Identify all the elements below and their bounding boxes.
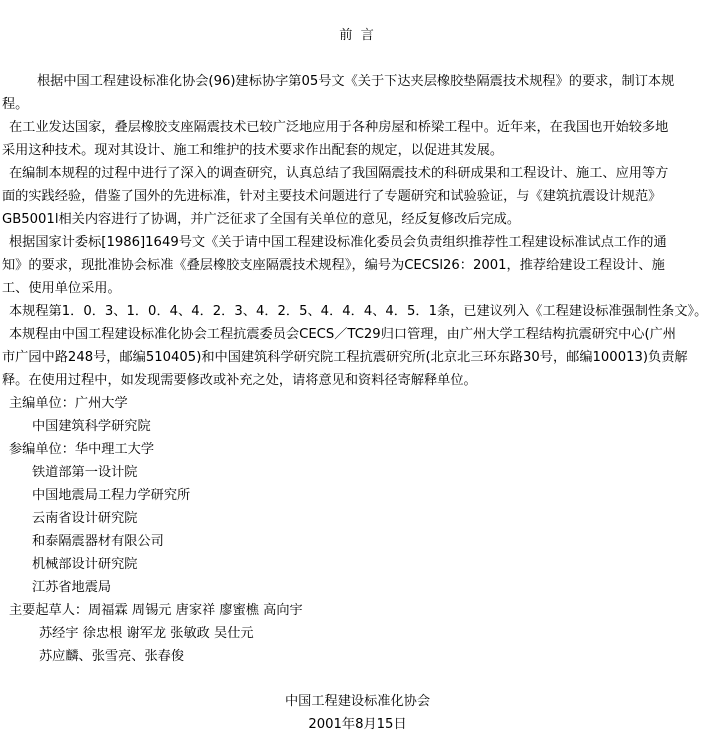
drafter-names: 苏应麟、张雪亮、张春俊 xyxy=(39,649,185,664)
participant-org: 和泰隔震器材有限公司 xyxy=(32,534,164,549)
chief-editor-label: 主编单位：广州大学 xyxy=(9,396,128,411)
paragraph-line: 知》的要求，现批准协会标准《叠层橡胶支座隔震技术规程》，编号为CECSl26：2001，推荐给建设工程设计、施 xyxy=(2,258,665,273)
drafters-label: 主要起草人：周福霖 周锡元 唐家祥 廖蜜樵 高向宇 xyxy=(9,603,303,618)
signature-org: 中国工程建设标准化协会 xyxy=(284,694,431,709)
participant-org: 江苏省地震局 xyxy=(32,580,112,595)
page-title: 前 言 xyxy=(339,28,376,43)
paragraph-line: 根据中国工程建设标准化协会(96)建标协字第05号文《关于下达夹层橡胶垫隔震技术规程》的要求，制订本规 xyxy=(37,74,675,89)
paragraph-line: 释。在使用过程中，如发现需要修改或补充之处，请将意见和资料径寄解释单位。 xyxy=(2,373,477,388)
paragraph-line: 根据国家计委标[1986]1649号文《关于请中国工程建设标准化委员会负责组织推荐性工程建设标准试点工作的通 xyxy=(9,235,667,250)
participant-org: 机械部设计研究院 xyxy=(32,557,138,572)
chief-editor-org: 中国建筑科学研究院 xyxy=(32,419,151,434)
paragraph-line: 在工业发达国家，叠层橡胶支座隔震技术已较广泛地应用于各种房屋和桥梁工程中。近年来，在我国也开始较多地 xyxy=(9,120,669,135)
paragraph-line: 本规程第1．0．3、1．0．4、4．2．3、4．2．5、4．4．4、4．5．1条，已建议列入《工程建设标准强制性条文》。 xyxy=(9,304,708,319)
drafter-names: 苏经宇 徐忠根 谢军龙 张敏政 吴仕元 xyxy=(39,626,254,641)
paragraph-line: 在编制本规程的过程中进行了深入的调查研究，认真总结了我国隔震技术的科研成果和工程设计、施工、应用等方 xyxy=(9,166,669,181)
paragraph-line: GB5001l相关内容进行了协调，并广泛征求了全国有关单位的意见，经反复修改后完成。 xyxy=(2,212,521,227)
paragraph-line: 面的实践经验，借鉴了国外的先进标准，针对主要技术问题进行了专题研究和试验验证，与《建筑抗震设计规范》 xyxy=(2,189,662,204)
participant-org: 铁道部第一设计院 xyxy=(32,465,138,480)
paragraph-line: 市广园中路248号，邮编510405)和中国建筑科学研究院工程抗震研究所(北京北三环东路30号，邮编100013)负责解 xyxy=(2,350,688,365)
signature-date: 2001年8月15日 xyxy=(308,717,407,732)
paragraph-line: 工、使用单位采用。 xyxy=(2,281,121,296)
participants-label: 参编单位：华中理工大学 xyxy=(9,442,155,457)
paragraph-line: 程。 xyxy=(2,97,29,112)
paragraph-line: 采用这种技术。现对其设计、施工和维护的技术要求作出配套的规定，以促进其发展。 xyxy=(2,143,504,158)
participant-org: 云南省设计研究院 xyxy=(32,511,138,526)
participant-org: 中国地震局工程力学研究所 xyxy=(32,488,191,503)
paragraph-line: 本规程由中国工程建设标准化协会工程抗震委员会CECS／TC29归口管理，由广州大学工程结构抗震研究中心(广州 xyxy=(9,327,676,342)
